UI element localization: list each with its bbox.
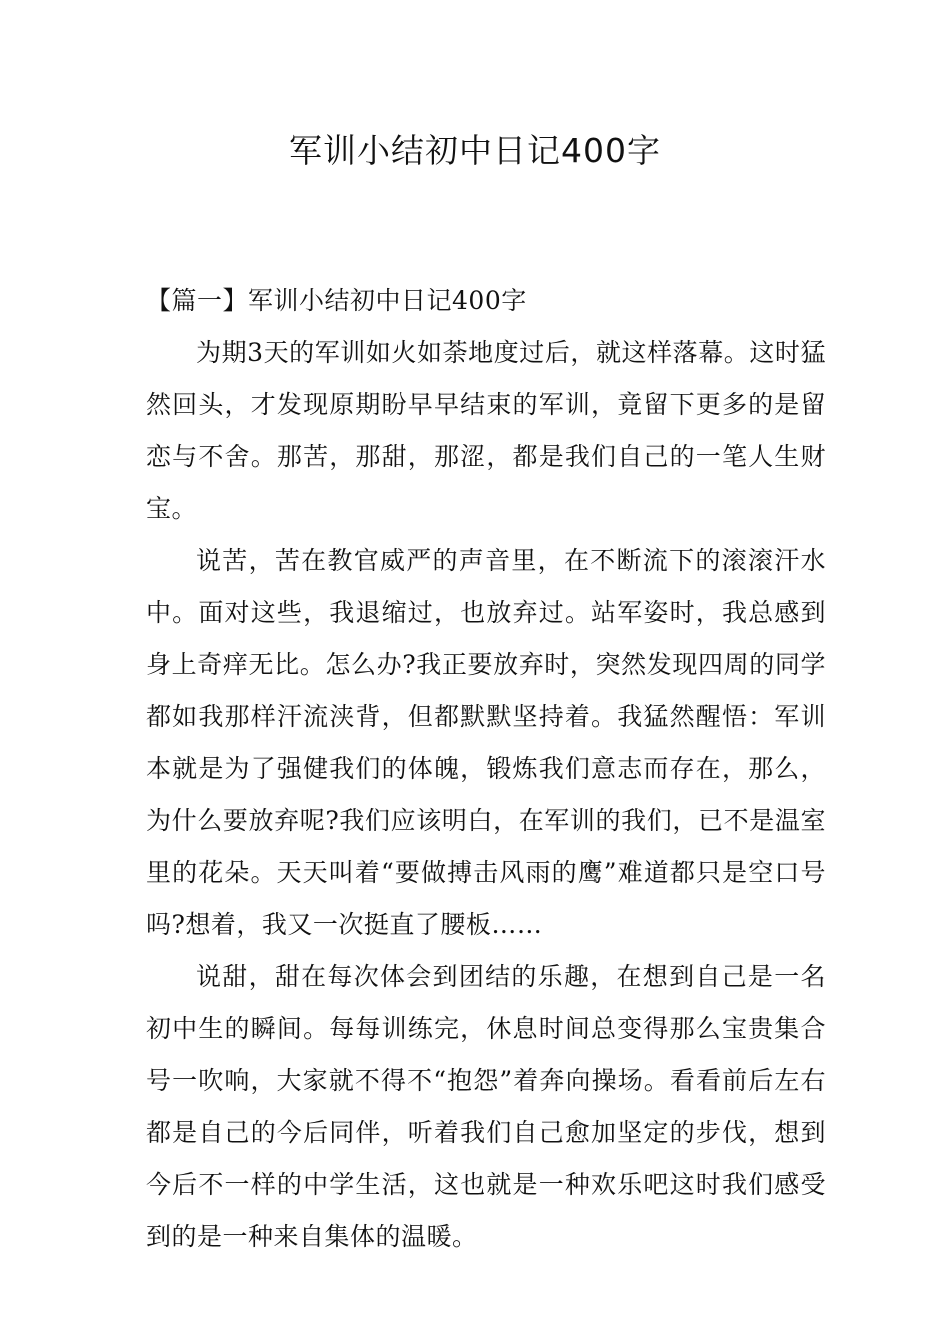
- paragraph-2: 说苦，苦在教官威严的声音里，在不断流下的滚滚汗水中。面对这些，我退缩过，也放弃过。站军姿时，我总感到身上奇痒无比。怎么办?我正要放弃时，突然发现四周的同学都如我那样汗流浃背，但都默默坚持着。我猛然醒悟：军训本就是为了强健我们的体魄，锻炼我们意志而存在，那么，为什么要放弃呢?我们应该明白，在军训的我们，已不是温室里的花朵。天天叫着“要做搏击风雨的鹰”难道都只是空口号吗?想着，我又一次挺直了腰板……: [146, 546, 826, 939]
- paragraph-3: 说甜，甜在每次体会到团结的乐趣，在想到自己是一名初中生的瞬间。每每训练完，休息时间总变得那么宝贵集合号一吹响，大家就不得不“抱怨”着奔向操场。看看前后左右都是自己的今后同伴，听着我们自己愈加坚定的步伐，想到今后不一样的中学生活，这也就是一种欢乐吧这时我们感受到的是一种来自集体的温暖。: [146, 962, 826, 1251]
- document-body: [146, 275, 826, 1263]
- section-heading: 【篇一】军训小结初中日记400字: [146, 286, 527, 315]
- paragraph-1: 为期3天的军训如火如荼地度过后，就这样落幕。这时猛然回头，才发现原期盼早早结束的军训，竟留下更多的是留恋与不舍。那苦，那甜，那涩，都是我们自己的一笔人生财宝。: [146, 338, 826, 523]
- document-title: 军训小结初中日记400字: [289, 131, 661, 170]
